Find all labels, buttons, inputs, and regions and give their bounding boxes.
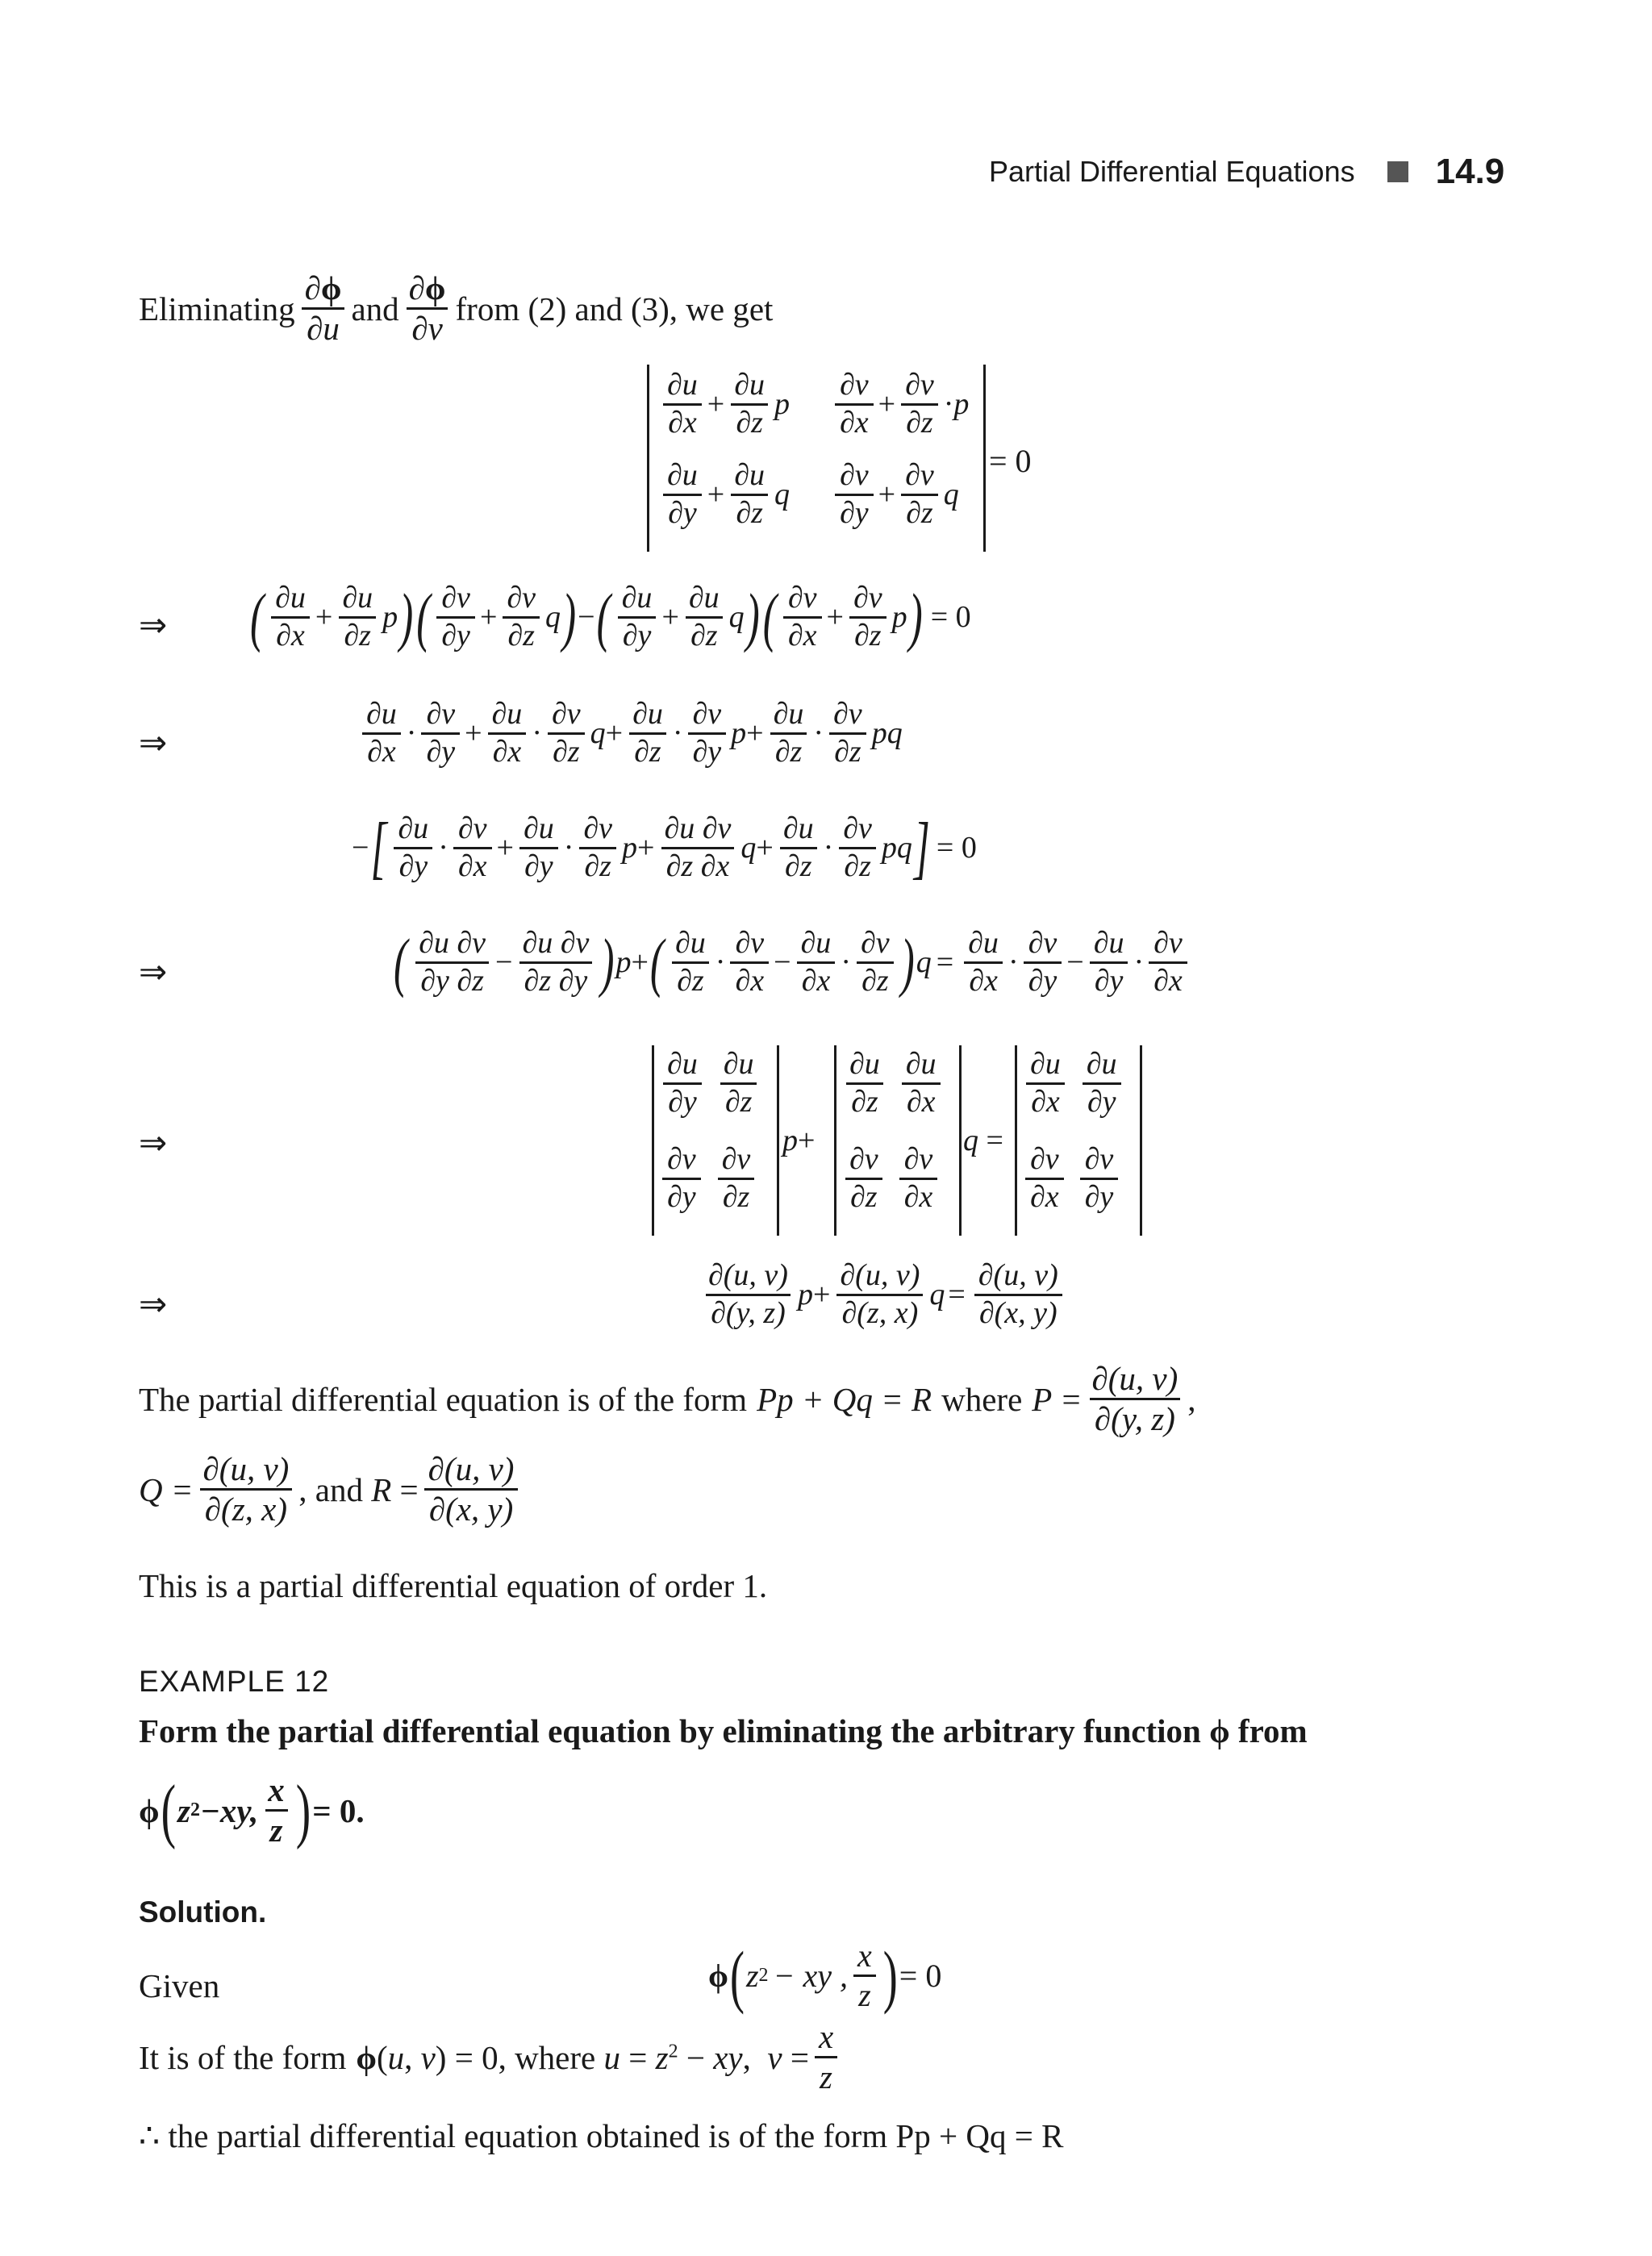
eliminating-line (139, 271, 773, 346)
fraction-dphi-dv: ∂ϕ ∂v (404, 271, 451, 346)
form-sentence-prefix: The partial differential equation is of the form (139, 1380, 748, 1418)
equation-line-3: − [ ∂u ∂y · ∂v ∂x + $\frac{\partial u}{\partial y}$ · ∂v ∂z p + $\frac{\partial u \partial v}{\partial z \partial x}$ q + $\frac{\partial u}{\partial z}$ · ∂v ∂z pq ] = 0 (352, 808, 977, 887)
form-sentence: The partial differential equation is of the form Pp + Qq = R where P = $\frac{\partial(u, v)}{\partial(y, z)}$ , (139, 1360, 1196, 1438)
equation-line-4: ( ∂u ∂v ∂y ∂z − $\frac{\partial u \partial v}{\partial z \partial y}$ ) p + ( ∂u ∂z · ∂v ∂x − $\frac{\partial u}{\partial x}$ · ∂v ∂z ) q = $\frac{\partial u}{\partial x}$ · ∂v ∂y − $\frac{\partial u}{\partial y}$ · ∂v ∂x (392, 928, 1192, 998)
implies-2: ⇒ (139, 725, 168, 762)
q-r-definitions: Q = $\frac{\partial(u, v)}{\partial(z, x)}$ , and R = $\frac{\partial(u, v)}{\partial(x, y)}$ (139, 1452, 524, 1527)
square-bullet-icon (1387, 161, 1408, 182)
implies-5: ⇒ (139, 1286, 168, 1324)
det1-equals-zero: = 0 (989, 443, 1032, 479)
example-equation: ϕ ( z 2 −xy, x z ) = 0. (139, 1770, 365, 1850)
implies-3: ⇒ (139, 954, 168, 991)
fraction-dphi-du: ∂ϕ ∂u (300, 271, 347, 346)
implies-4: ⇒ (139, 1125, 168, 1162)
determinant-4: ∂u ∂x ∂u ∂y ∂v ∂x ∂v ∂y (1015, 1045, 1142, 1236)
equation-line-2: ∂u ∂x · ∂v ∂y + $\frac{\partial u}{\partial x}$ · ∂v ∂z q + $\frac{\partial u}{\partial z}$ · ∂v ∂y p + $\frac{\partial u}{\partial z}$ · ∂v ∂z pq (357, 698, 903, 769)
form-line-prefix: It is of the form (139, 2038, 347, 2076)
where-word: where (941, 1380, 1023, 1418)
example-statement: Form the partial differential equation by eliminating the arbitrary function ϕ from (139, 1712, 1308, 1749)
eliminating-prefix: Eliminating (139, 290, 295, 327)
example-label: EXAMPLE 12 (139, 1665, 330, 1698)
det3-q-equals: q = (963, 1124, 1003, 1157)
form-line: It is of the form ϕ(u, v) = 0, where $u = z^2$ − xy, v = $\frac{x}{z}$ (139, 2020, 843, 2095)
jacobian-equation: ∂(u, v) ∂(y, z) p + $\frac{\partial(u, v)}{\partial(z, x)}$ q = $\frac{\partial(u, v)}{\partial(x, y)}$ (699, 1260, 1068, 1330)
and-word: and (351, 290, 399, 327)
implies-1: ⇒ (139, 607, 168, 644)
therefore-line: ∴ the partial differential equation obtained is of the form Pp + Qq = R (139, 2117, 1064, 2154)
page-number: 14.9 (1435, 152, 1505, 191)
equation-line-1: ( ∂u ∂x + $\frac{\partial u}{\partial z}$ p ) ( ∂v ∂y + $\frac{\partial v}{\partial z}$ q ) − ( ∂u ∂y + $\frac{\partial u}{\partial z}$ q ) ( ∂v ∂x + $\frac{\partial v}{\partial z}$ p ) = 0 (250, 580, 971, 654)
given-word: Given (139, 1967, 220, 2004)
given-equation: ϕ ( z 2 − xy , x z ) = 0 (708, 1937, 942, 2015)
det2-p-plus: p+ (782, 1124, 816, 1157)
determinant-3: ∂u ∂z ∂u ∂x ∂v ∂z ∂v ∂x (834, 1045, 962, 1236)
header-title: Partial Differential Equations (989, 155, 1355, 188)
form-equation: Pp + Qq = R (757, 1380, 932, 1418)
running-header (989, 152, 1504, 192)
order-sentence: This is a partial differential equation of order 1. (139, 1567, 768, 1604)
eliminating-suffix: from (2) and (3), we get (455, 290, 774, 327)
determinant-1: ∂u ∂x + $\frac{\partial u}{\partial z}$ p ∂v ∂x + $\frac{\partial v}{\partial z}$ · p ∂u ∂y + $\frac{\partial u}{\partial z}$ q ∂v ∂y + $\frac{\partial v}{\partial z}$ q (647, 365, 986, 552)
solution-heading: Solution. (139, 1895, 267, 1929)
determinant-2: ∂u ∂y ∂u ∂z ∂v ∂y ∂v ∂z (652, 1045, 779, 1236)
